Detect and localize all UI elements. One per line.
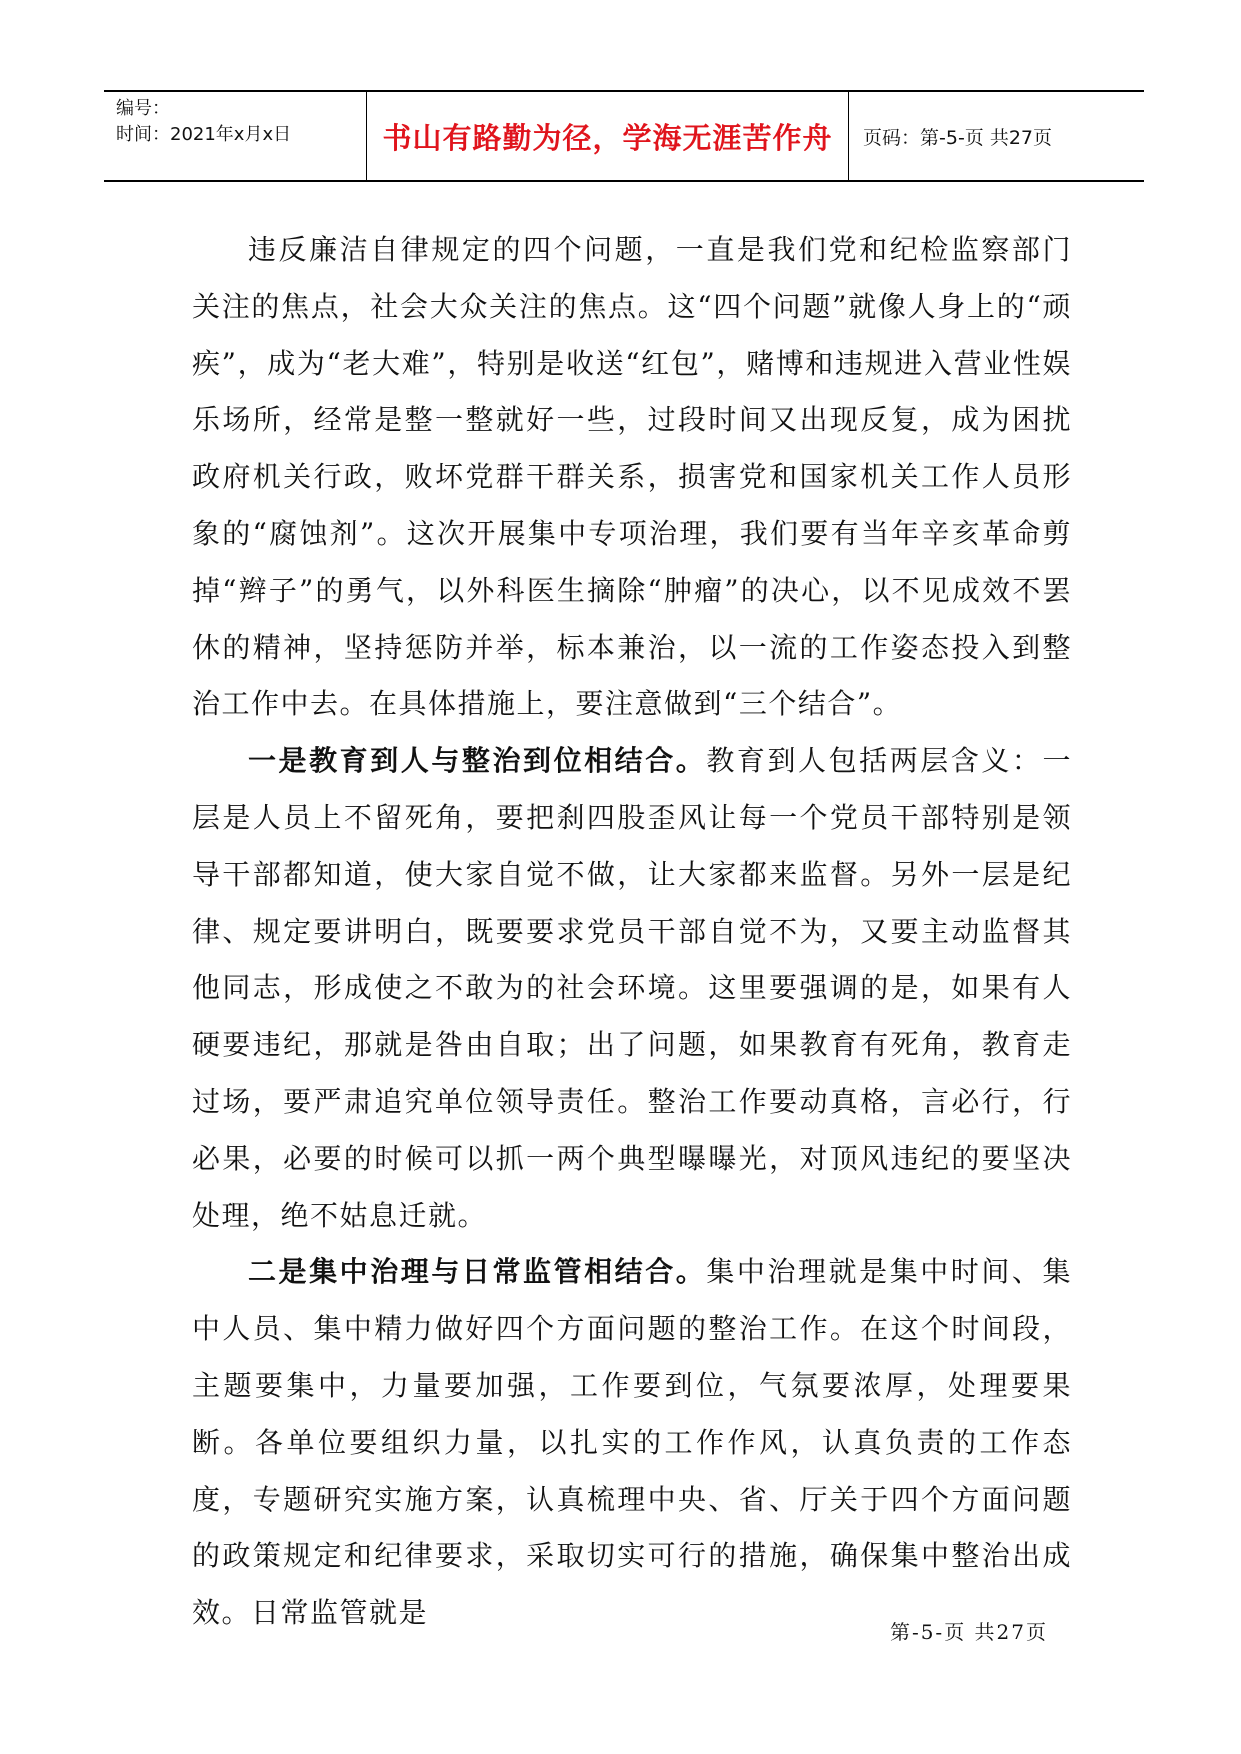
- page-header: [104, 90, 1144, 182]
- body-paragraph-1: [192, 222, 1072, 733]
- header-motto: 书山有路勤为径，学海无涯苦作舟: [367, 92, 849, 180]
- paragraph-text: 教育到人包括两层含义：一层是人员上不留死角，要把刹四股歪风让每一个党员干部特别是领导干部都知道，使大家自觉不做，让大家都来监督。另外一层是纪律、规定要讲明白，既要要求党员干部自觉不为，又要主动监督其他同志，形成使之不敢为的社会环境。这里要强调的是，如果有人硬要违纪，那就是咎由自取；出了问题，如果教育有死角，教育走过场，要严肃追究单位领导责任。整治工作要动真格，言必行，行必果，必要的时候可以抓一两个典型曝曝光，对顶风违纪的要坚决处理，绝不姑息迁就。: [192, 744, 1072, 1232]
- body-paragraph-3: [192, 1244, 1072, 1642]
- paragraph-text: 违反廉洁自律规定的四个问题，一直是我们党和纪检监察部门关注的焦点，社会大众关注的焦点。这“四个问题”就像人身上的“顽疾”，成为“老大难”，特别是收送“红包”，赌博和违规进入营业性娱乐场所，经常是整一整就好一些，过段时间又出现反复，成为困扰政府机关行政，败坏党群干群关系，损害党和国家机关工作人员形象的“腐蚀剂”。这次开展集中专项治理，我们要有当年辛亥革命剪掉“辫子”的勇气，以外科医生摘除“肿瘤”的决心，以不见成效不罢休的精神，坚持惩防并举，标本兼治，以一流的工作姿态投入到整治工作中去。在具体措施上，要注意做到“三个结合”。: [192, 233, 1072, 721]
- document-number-label: 编号：: [116, 98, 170, 119]
- document-body: [192, 222, 1072, 1642]
- paragraph-text: 集中治理就是集中时间、集中人员、集中精力做好四个方面问题的整治工作。在这个时间段，主题要集中，力量要加强，工作要到位，气氛要浓厚，处理要果断。各单位要组织力量，以扎实的工作作风，认真负责的工作态度，专题研究实施方案，认真梳理中央、省、厅关于四个方面问题的政策规定和纪律要求，采取切实可行的措施，确保集中整治出成效。日常监管就是: [192, 1255, 1072, 1630]
- header-meta: [104, 92, 367, 180]
- body-paragraph-2: [192, 733, 1072, 1244]
- document-time-label: 时间：2021年x月x日: [116, 124, 292, 145]
- page-footer: 第-5-页 共27页: [889, 1620, 1048, 1644]
- paragraph-lead: 二是集中治理与日常监管相结合。: [248, 1255, 707, 1289]
- header-page-info: 页码：第-5-页 共27页: [863, 126, 1053, 149]
- paragraph-lead: 一是教育到人与整治到位相结合。: [248, 744, 707, 778]
